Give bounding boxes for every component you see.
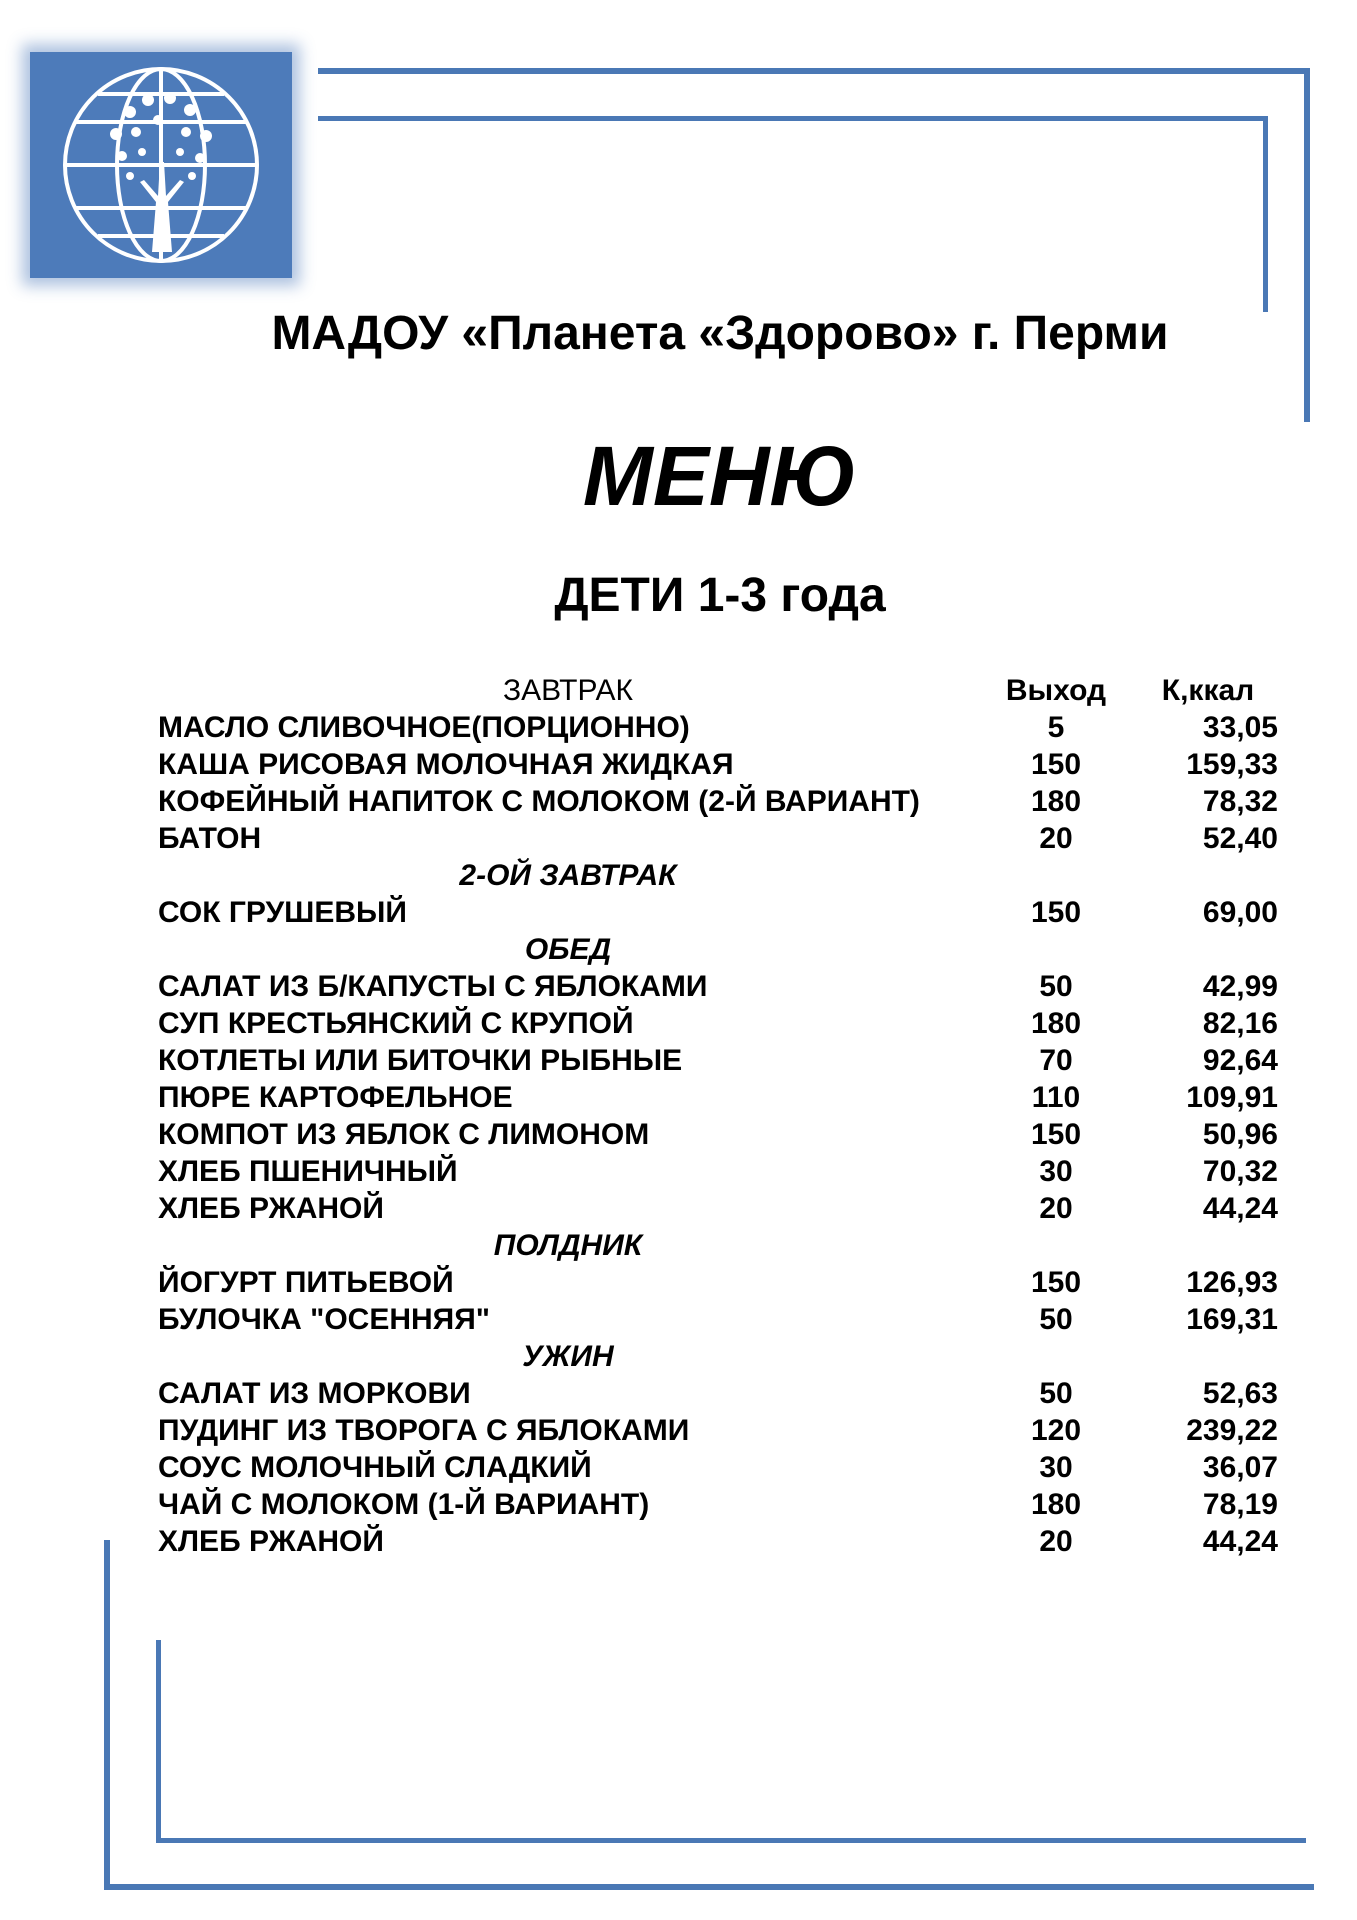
dish-yield: 30: [1039, 1451, 1073, 1484]
dish-name: СОК ГРУШЕВЫЙ: [158, 896, 407, 929]
table-row: [158, 1449, 1278, 1486]
dish-yield: 50: [1039, 1377, 1073, 1410]
dish-kcal: 169,31: [1186, 1303, 1278, 1336]
dish-yield: 180: [1030, 785, 1082, 818]
table-row: [158, 1486, 1278, 1523]
section-header-row: [158, 1227, 1278, 1264]
section-title-breakfast: ЗАВТРАК: [503, 674, 633, 707]
table-row: [158, 1412, 1278, 1449]
section-title-lunch: ОБЕД: [524, 933, 612, 966]
section-title-second-breakfast: 2-ОЙ ЗАВТРАК: [459, 859, 677, 892]
dish-name: ПУДИНГ ИЗ ТВОРОГА С ЯБЛОКАМИ: [158, 1414, 690, 1447]
frame-bottom-outer: [104, 1884, 1314, 1890]
frame-bottom-inner: [156, 1838, 1306, 1843]
dish-yield: 50: [1039, 1303, 1073, 1336]
dish-yield: 5: [1047, 711, 1065, 744]
frame-right-inner: [1263, 116, 1268, 312]
dish-yield: 70: [1039, 1044, 1073, 1077]
dish-yield: 150: [1030, 1266, 1082, 1299]
menu-title: МЕНЮ: [582, 429, 858, 523]
table-row: [158, 746, 1278, 783]
dish-kcal: 42,99: [1202, 970, 1278, 1003]
dish-kcal: 52,40: [1202, 822, 1278, 855]
globe-tree-logo-icon: [30, 52, 292, 278]
dish-name: САЛАТ ИЗ Б/КАПУСТЫ С ЯБЛОКАМИ: [158, 970, 708, 1003]
section-title-dinner: УЖИН: [522, 1340, 614, 1373]
table-row: [158, 1190, 1278, 1227]
dish-yield: 150: [1030, 748, 1082, 781]
frame-left-outer: [104, 1540, 110, 1890]
dish-name: СОУС МОЛОЧНЫЙ СЛАДКИЙ: [158, 1451, 592, 1484]
dish-name: ЧАЙ С МОЛОКОМ (1-Й ВАРИАНТ): [158, 1488, 650, 1521]
table-row: [158, 1523, 1278, 1560]
dish-name: КАША РИСОВАЯ МОЛОЧНАЯ ЖИДКАЯ: [158, 748, 734, 781]
table-row: [158, 1116, 1278, 1153]
dish-kcal: 78,19: [1202, 1488, 1278, 1521]
frame-right-outer: [1304, 68, 1310, 422]
dish-kcal: 109,91: [1186, 1081, 1278, 1114]
dish-kcal: 52,63: [1202, 1377, 1278, 1410]
age-group-title: ДЕТИ 1-3 года: [554, 569, 886, 622]
table-row: [158, 894, 1278, 931]
dish-kcal: 239,22: [1186, 1414, 1278, 1447]
dish-kcal: 36,07: [1202, 1451, 1278, 1484]
table-row: [158, 1153, 1278, 1190]
section-header-row: [158, 857, 1278, 894]
dish-kcal: 126,93: [1186, 1266, 1278, 1299]
table-row: [158, 968, 1278, 1005]
dish-kcal: 82,16: [1202, 1007, 1278, 1040]
dish-kcal: 44,24: [1202, 1525, 1278, 1558]
dish-yield: 110: [1031, 1081, 1081, 1114]
dish-yield: 120: [1030, 1414, 1082, 1447]
dish-yield: 20: [1039, 822, 1073, 855]
table-row: [158, 709, 1278, 746]
dish-name: БУЛОЧКА "ОСЕННЯЯ": [158, 1303, 491, 1336]
dish-name: ХЛЕБ РЖАНОЙ: [158, 1525, 384, 1558]
dish-name: МАСЛО СЛИВОЧНОЕ(ПОРЦИОННО): [158, 711, 690, 744]
dish-kcal: 69,00: [1202, 896, 1278, 929]
dish-kcal: 78,32: [1202, 785, 1278, 818]
column-header-kcal: К,ккал: [1161, 674, 1255, 707]
dish-kcal: 33,05: [1202, 711, 1278, 744]
dish-name: ПЮРЕ КАРТОФЕЛЬНОЕ: [158, 1081, 513, 1114]
table-row: [158, 820, 1278, 857]
dish-name: КОМПОТ ИЗ ЯБЛОК С ЛИМОНОМ: [158, 1118, 650, 1151]
dish-name: БАТОН: [158, 822, 262, 855]
menu-table: [158, 672, 1278, 1560]
frame-left-inner: [156, 1640, 161, 1842]
dish-name: ХЛЕБ РЖАНОЙ: [158, 1192, 384, 1225]
table-row: [158, 1264, 1278, 1301]
dish-yield: 50: [1039, 970, 1073, 1003]
dish-yield: 150: [1030, 896, 1082, 929]
dish-name: ХЛЕБ ПШЕНИЧНЫЙ: [158, 1155, 458, 1188]
dish-yield: 30: [1039, 1155, 1073, 1188]
dish-kcal: 44,24: [1202, 1192, 1278, 1225]
dish-yield: 180: [1030, 1488, 1082, 1521]
table-row: [158, 1079, 1278, 1116]
dish-yield: 20: [1039, 1192, 1073, 1225]
section-header-row: [158, 931, 1278, 968]
dish-name: СУП КРЕСТЬЯНСКИЙ С КРУПОЙ: [158, 1007, 634, 1040]
table-row: [158, 1375, 1278, 1412]
dish-yield: 20: [1039, 1525, 1073, 1558]
dish-yield: 180: [1030, 1007, 1082, 1040]
table-row: [158, 1301, 1278, 1338]
dish-kcal: 92,64: [1202, 1044, 1278, 1077]
dish-name: ЙОГУРТ ПИТЬЕВОЙ: [158, 1266, 454, 1299]
section-title-afternoon-snack: ПОЛДНИК: [493, 1229, 643, 1262]
dish-kcal: 159,33: [1186, 748, 1278, 781]
frame-top-inner: [318, 116, 1268, 121]
dish-name: КОТЛЕТЫ ИЛИ БИТОЧКИ РЫБНЫЕ: [158, 1044, 683, 1077]
dish-kcal: 70,32: [1202, 1155, 1278, 1188]
table-row: [158, 1042, 1278, 1079]
dish-kcal: 50,96: [1202, 1118, 1278, 1151]
table-row: [158, 783, 1278, 820]
dish-yield: 150: [1030, 1118, 1082, 1151]
table-row: [158, 1005, 1278, 1042]
section-header-row: [158, 672, 1278, 709]
dish-name: КОФЕЙНЫЙ НАПИТОК С МОЛОКОМ (2-Й ВАРИАНТ): [158, 785, 920, 818]
section-header-row: [158, 1338, 1278, 1375]
column-header-yield: Выход: [1005, 674, 1107, 707]
dish-name: САЛАТ ИЗ МОРКОВИ: [158, 1377, 471, 1410]
frame-top-outer: [318, 68, 1310, 74]
organization-title: МАДОУ «Планета «Здорово» г. Перми: [271, 307, 1169, 360]
